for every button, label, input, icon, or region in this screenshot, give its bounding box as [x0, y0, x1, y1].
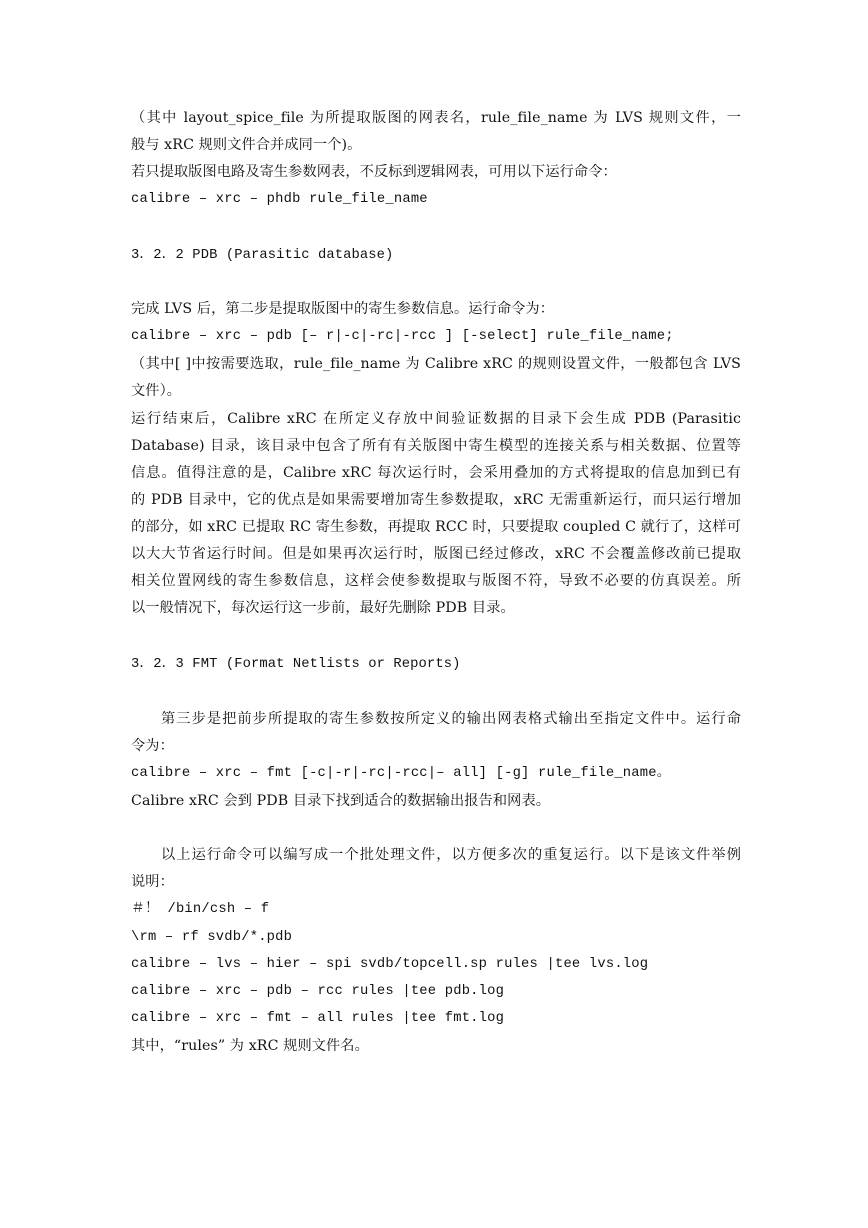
script-line: calibre – xrc – pdb – rcc rules |tee pdb.log [131, 984, 505, 999]
paragraph-line: 运行结束后，Calibre xRC 在所定义存放中间验证数据的目录下会生成 PDB (Parasitic [131, 411, 741, 427]
script-line: \rm – rf svdb/*.pdb [131, 930, 293, 945]
paragraph-line: 说明： [131, 874, 174, 890]
paragraph-line: （其中[ ]中按需要选取，rule_file_name 为 Calibre xRC 的规则设置文件，一般都包含 LVS [131, 356, 741, 372]
paragraph-line: 文件）。 [131, 383, 182, 399]
paragraph-line: 的部分，如 xRC 已提取 RC 寄生参数，再提取 RCC 时，只要提取 coupled C 就行了，这样可 [131, 519, 741, 535]
section-heading: 3．2．3 FMT (Format Netlists or Reports) [131, 657, 461, 672]
paragraph-line: 以上运行命令可以编写成一个批处理文件，以方便多次的重复运行。以下是该文件举例 [161, 847, 741, 863]
command-line: calibre – xrc – phdb rule_file_name [131, 192, 428, 207]
paragraph-line: 的 PDB 目录中，它的优点是如果需要增加寄生参数提取，xRC 无需重新运行，而只运行增加 [131, 492, 741, 508]
paragraph-line: 以大大节省运行时间。但是如果再次运行时，版图已经过修改，xRC 不会覆盖修改前已提取 [131, 546, 741, 562]
paragraph-line: 相关位置网线的寄生参数信息，这样会使参数提取与版图不符，导致不必要的仿真误差。所 [131, 573, 741, 589]
paragraph-line: 若只提取版图电路及寄生参数网表，不反标到逻辑网表，可用以下运行命令： [131, 164, 617, 180]
section-heading: 3．2．2 PDB (Parasitic database) [131, 248, 394, 263]
script-line: ＃！ /bin/csh – f [131, 902, 270, 917]
paragraph-line: 般与 xRC 规则文件合并成同一个)。 [131, 137, 362, 153]
paragraph-line: 信息。值得注意的是，Calibre xRC 每次运行时，会采用叠加的方式将提取的信息加到已有 [131, 465, 741, 481]
paragraph-line: 第三步是把前步所提取的寄生参数按所定义的输出网表格式输出至指定文件中。运行命 [161, 711, 741, 727]
paragraph-line: 以一般情况下，每次运行这一步前，最好先删除 PDB 目录。 [131, 600, 515, 616]
script-line: calibre – lvs – hier – spi svdb/topcell.sp rules |tee lvs.log [131, 957, 649, 972]
paragraph-line: Calibre xRC 会到 PDB 目录下找到适合的数据输出报告和网表。 [131, 793, 551, 809]
paragraph-line: 其中，“rules” 为 xRC 规则文件名。 [131, 1038, 369, 1054]
paragraph-line: 令为： [131, 738, 174, 754]
script-line: calibre – xrc – fmt – all rules |tee fmt.log [131, 1011, 505, 1026]
paragraph-line: 完成 LVS 后，第二步是提取版图中的寄生参数信息。运行命令为： [131, 301, 554, 317]
paragraph-line: （其中 layout_spice_file 为所提取版图的网表名，rule_file_name 为 LVS 规则文件，一 [131, 110, 741, 126]
command-line: calibre – xrc – fmt [-c|-r|-rc|-rcc|– all] [-g] rule_file_name。 [131, 766, 671, 781]
paragraph-line: Database) 目录，该目录中包含了所有有关版图中寄生模型的连接关系与相关数据、位置等 [131, 438, 741, 454]
command-line: calibre – xrc – pdb [– r|-c|-rc|-rcc ] [-select] rule_file_name; [131, 329, 674, 344]
